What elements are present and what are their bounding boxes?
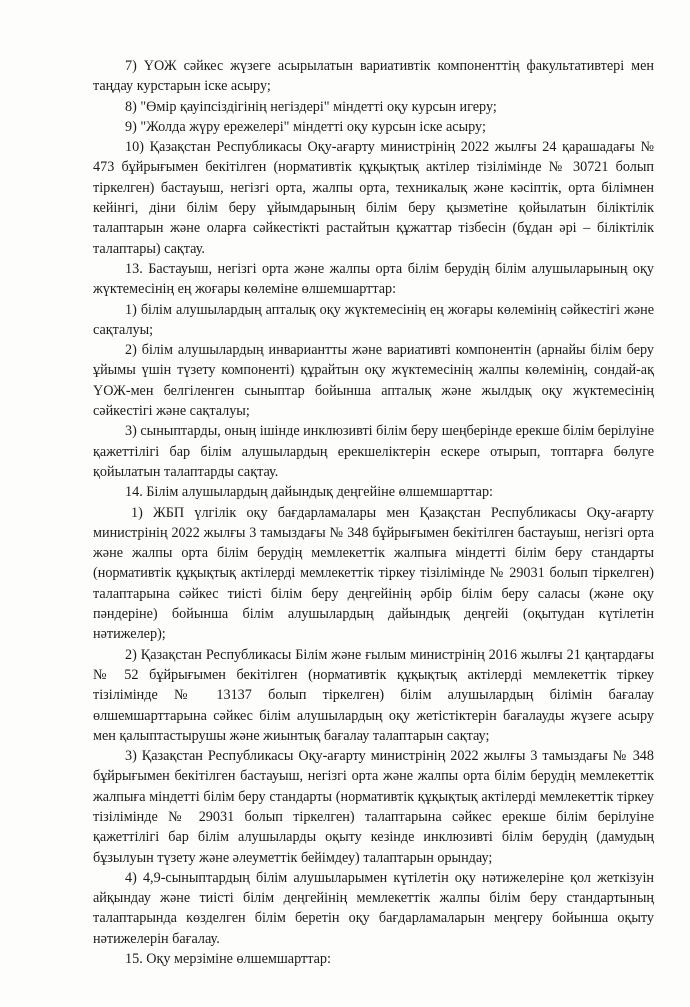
section-14-item-3: 3) Қазақстан Республикасы Оқу-ағарту министрінің 2022 жылғы 3 тамыздағы № 348 бұйрығымен бекітілген бастауыш, негізгі орта және жалпы орта білім берудің мемлекеттік жалпыға міндетті білім беру стандарты (нормативтік құқықтық актілерді мемлекеттік тіркеу тізілімінде № 29031 болып тіркелген) талаптарына сәйкес ерекше білім берілуіне қажеттілігі бар білім алушыларды оқыту кезінде инклюзивті білім берудің (дамудың бұзылуын түзету және әлеуметтік бейімдеу) талаптарын орындау; <box>93 748 654 866</box>
section-14-item-2: 2) Қазақстан Республикасы Білім және ғылым министрінің 2016 жылғы 21 қаңтардағы № 52 бұйрығымен бекітілген (нормативтік құқықтық актілерді мемлекеттік тіркеу тізілімінде № 13137 болып тіркелген) білім алушылардың білімін бағалау өлшемшарттарына сәйкес білім алушылардың оқу жетістіктерін бағалауды жүзеге асыру мен қалыптастырушы және жиынтық бағалау талаптарын сақтау; <box>93 646 654 744</box>
section-14-item-1: 1) ЖБП үлгілік оқу бағдарламалары мен Қазақстан Республикасы Оқу-ағарту министрінің 2022 жылғы 3 тамыздағы № 348 бұйрығымен бекітілген бастауыш, негізгі орта және жалпы орта білім берудің мемлекеттік жалпыға міндетті білім беру стандарты (нормативтік құқықтық актілерді мемлекеттік тіркеу тізілімінде № 29031 болып тіркелген) талаптарына сәйкес тиісті білім беру деңгейінің әрбір білім беру саласы (және оқу пәндеріне) бойынша білім алушылардың дайындық деңгейі (оқытудан күтілетін нәтижелер); <box>93 504 654 643</box>
section-14-item-4: 4) 4,9-сыныптардың білім алушыларымен күтілетін оқу нәтижелеріне қол жеткізуін айқындау және тиісті білім деңгейінің мемлекеттік жалпы білім беру стандартының талаптарында көзделген білім беретін оқу бағдарламаларын меңгеру бойынша оқыту нәтижелерін бағалау. <box>93 869 654 947</box>
section-14-heading: 14. Білім алушылардың дайындық деңгейіне өлшемшарттар: <box>125 484 493 501</box>
paragraph-item-7: 7) ҮОЖ сәйкес жүзеге асырылатын вариативтік компоненттің факультативтері мен таңдау курстарын іске асыру; <box>93 58 654 95</box>
paragraph-item-10: 10) Қазақстан Республикасы Оқу-ағарту министрінің 2022 жылғы 24 қарашадағы № 473 бұйрығымен бекітілген (нормативтік құқықтық актілер тізілімінде № 30721 болып тіркелген) бастауыш, негізгі орта, жалпы орта, техникалық және кәсіптік, орта білімнен кейінгі, діни білім беру ұйымдарының білім беру қызметіне қойылатын біліктілік талаптарын және оларға сәйкестікті растайтын құжаттар тізбесін (бұдан әрі – біліктілік талаптары) сақтау. <box>93 139 654 257</box>
section-13-item-1: 1) білім алушылардың апталық оқу жүктемесінің ең жоғары көлемінің сәйкестігі және сақталуы; <box>93 301 654 338</box>
section-13-item-2: 2) білім алушылардың инвариантты және вариативті компонентін (арнайы білім беру ұйымы үшін түзету компоненті) құрайтын оқу жүктемесінің жалпы көлемінің, сондай-ақ ҮОЖ-мен белгіленген сыныптар бойынша апталық және жылдық оқу жүктемесінің сәйкестігі және сақталуы; <box>93 342 654 420</box>
section-13-heading: 13. Бастауыш, негізгі орта және жалпы орта білім берудің білім алушыларының оқу жүктемесінің ең жоғары көлеміне өлшемшарттар: <box>93 260 654 298</box>
paragraph-item-8: 8) "Өмір қауіпсіздігінің негіздері" міндетті оқу курсын игеру; <box>125 98 497 115</box>
section-15-heading: 15. Оқу мерзіміне өлшемшарттар: <box>125 951 331 968</box>
section-13-item-3: 3) сыныптарды, оның ішінде инклюзивті білім беру шеңберінде ерекше білім берілуіне қажеттілігі бар білім алушылардың ерекшеліктерін ескере отырып, топтарға бөлуге қойылатын талаптарды сақтау. <box>93 423 654 480</box>
paragraph-item-9: 9) "Жолда жүру ережелері" міндетті оқу курсын іске асыру; <box>125 118 486 135</box>
